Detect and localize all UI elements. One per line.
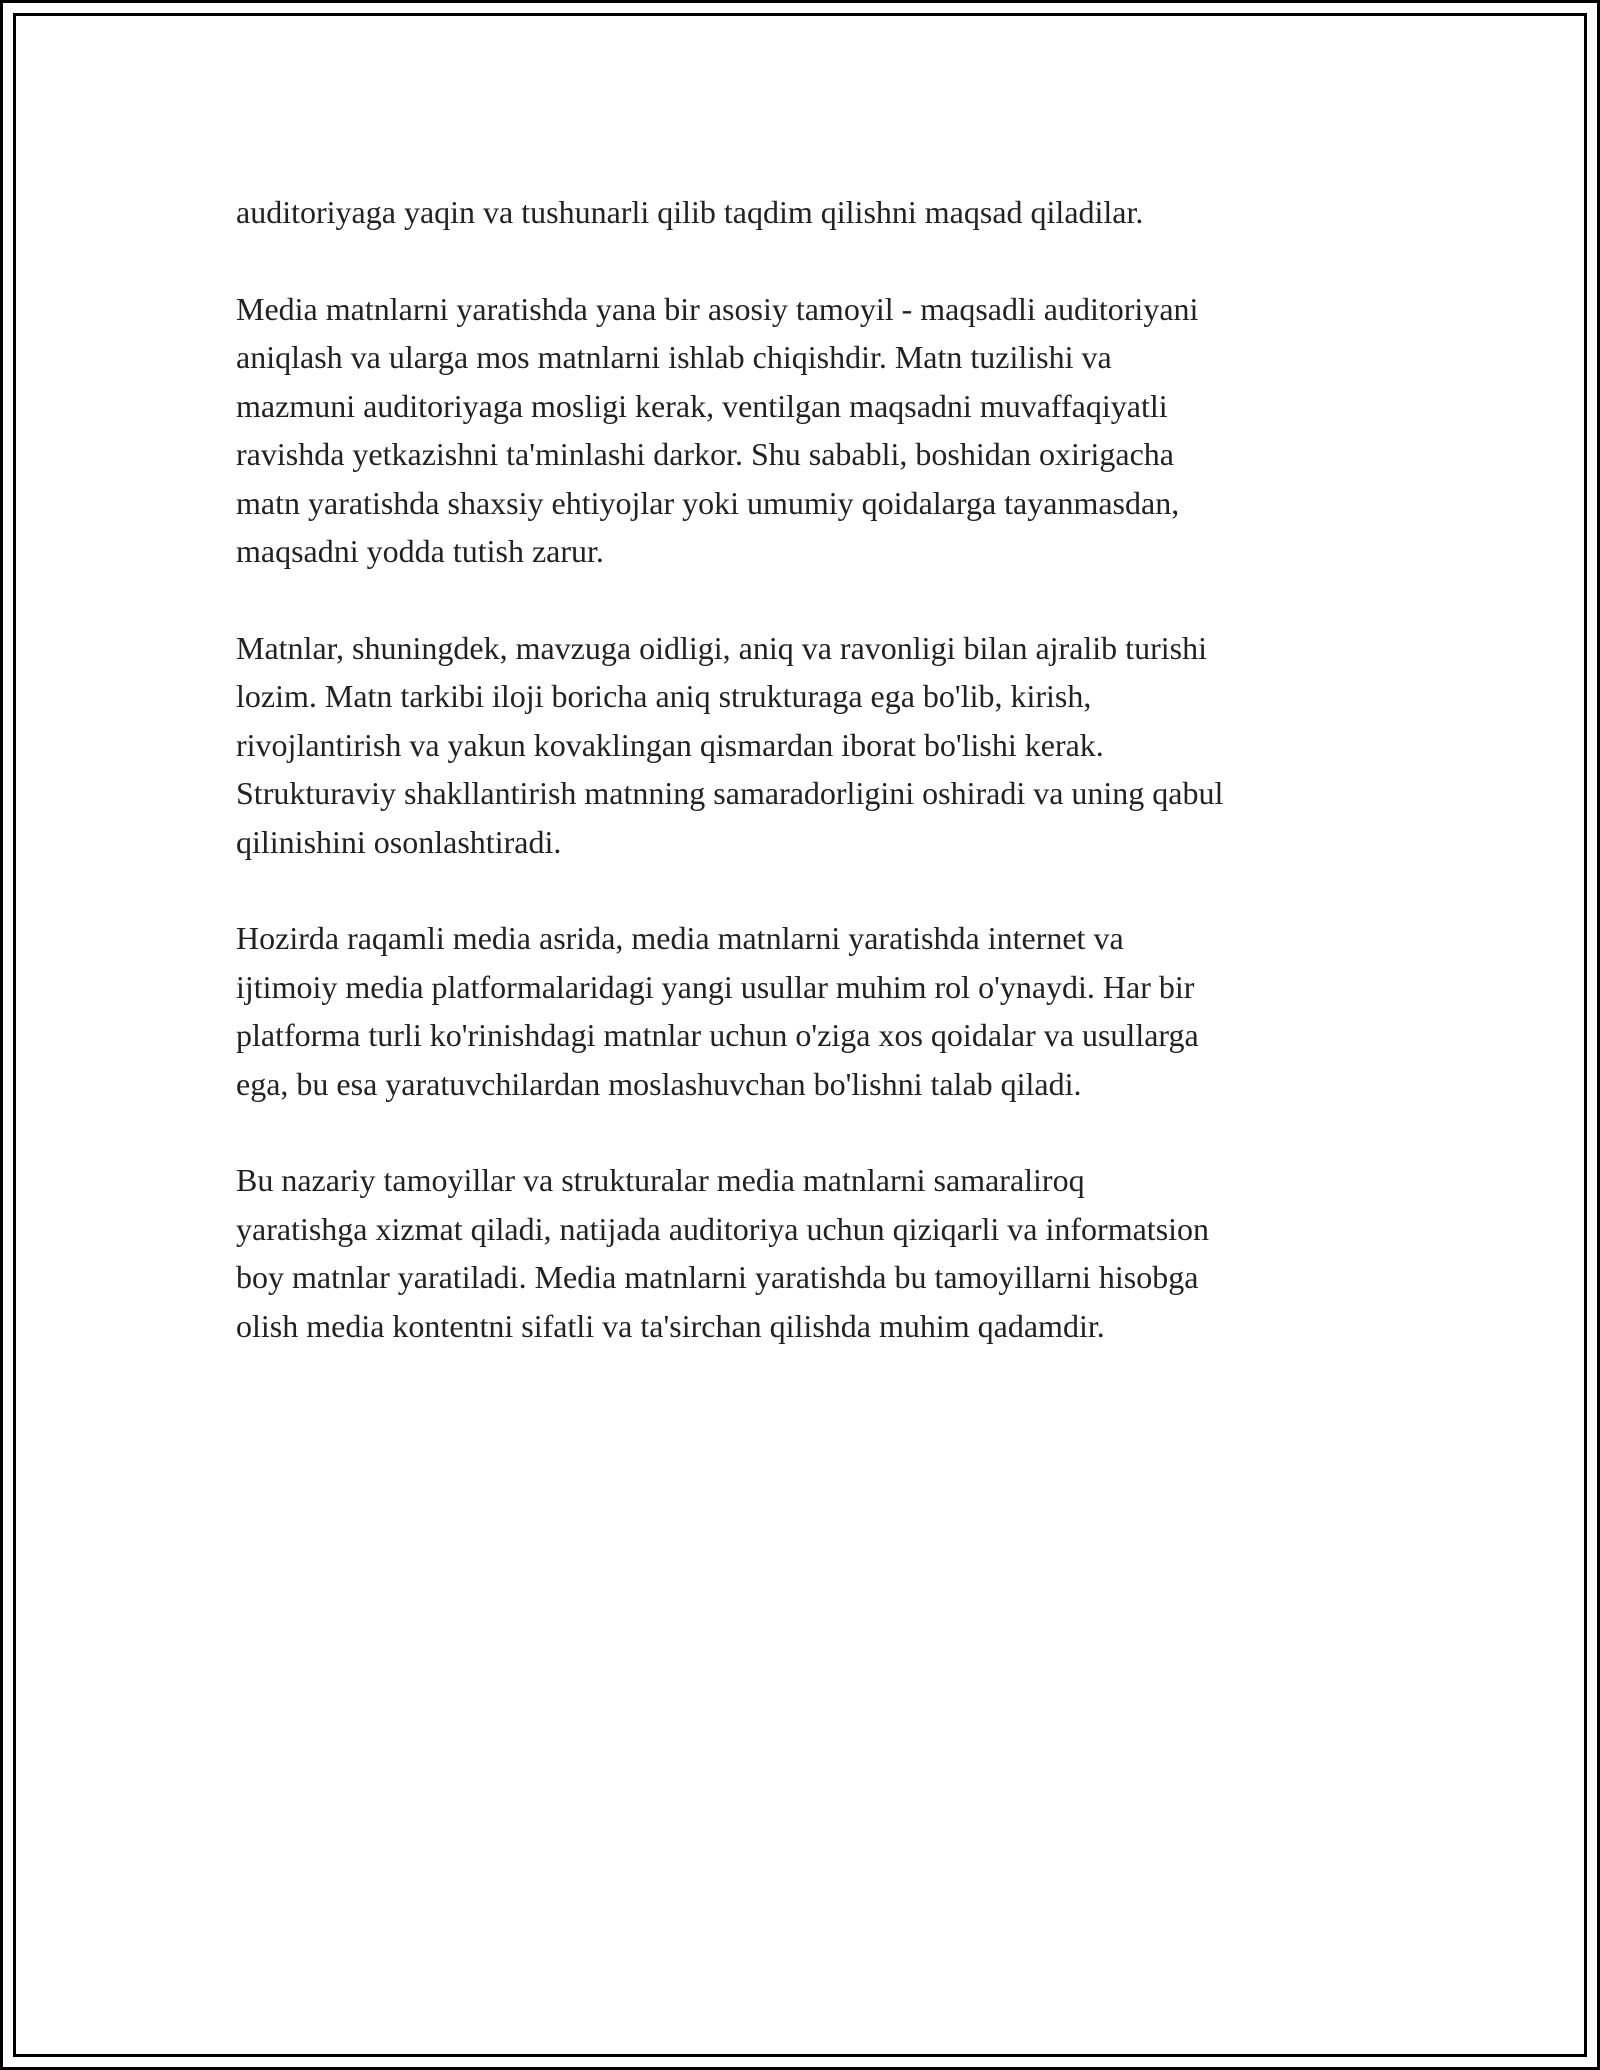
text-line: Media matnlarni yaratishda yana bir asosiy tamoyil - maqsadli auditoriyani: [236, 290, 1199, 327]
paragraph-5: [236, 1156, 1386, 1350]
paragraph-1: [236, 188, 1386, 237]
document-body: [236, 188, 1386, 1398]
text-line: boy matnlar yaratiladi. Media matnlarni yaratishda bu tamoyillarni hisobga: [236, 1259, 1199, 1295]
paragraph-4: [236, 914, 1386, 1108]
text-line: maqsadni yodda tutish zarur.: [236, 533, 604, 569]
text-line: matn yaratishda shaxsiy ehtiyojlar yoki umumiy qoidalarga tayanmasdan,: [236, 484, 1180, 521]
paragraph-2: [236, 285, 1386, 576]
text-line: auditoriyaga yaqin va tushunarli qilib taqdim qilishni maqsad qiladilar.: [236, 194, 1144, 230]
text-line: Bu nazariy tamoyillar va strukturalar media matnlarni samaraliroq: [236, 1162, 1085, 1198]
paragraph-3: [236, 624, 1386, 867]
text-line: ravishda yetkazishni ta'minlashi darkor. Shu sababli, boshidan oxirigacha: [236, 436, 1174, 472]
text-line: olish media kontentni sifatli va ta'sirchan qilishda muhim qadamdir.: [236, 1307, 1105, 1344]
text-line: aniqlash va ularga mos matnlarni ishlab chiqishdir. Matn tuzilishi va: [236, 339, 1112, 375]
text-line: ijtimoiy media platformalaridagi yangi usullar muhim rol o'ynaydi. Har bir: [236, 968, 1195, 1005]
text-line: qilinishini osonlashtiradi.: [236, 823, 562, 860]
text-line: Strukturaviy shakllantirish matnning samaradorligini oshiradi va uning qabul: [236, 775, 1224, 811]
text-line: Matnlar, shuningdek, mavzuga oidligi, aniq va ravonligi bilan ajralib turishi: [236, 629, 1207, 666]
text-line: platforma turli ko'rinishdagi matnlar uchun o'ziga xos qoidalar va usullarga: [236, 1017, 1199, 1053]
text-line: yaratishga xizmat qiladi, natijada auditoriya uchun qiziqarli va informatsion: [236, 1210, 1210, 1247]
text-line: lozim. Matn tarkibi iloji boricha aniq strukturaga ega bo'lib, kirish,: [236, 678, 1092, 714]
text-line: rivojlantirish va yakun kovaklingan qismardan iborat bo'lishi kerak.: [236, 726, 1104, 763]
text-line: Hozirda raqamli media asrida, media matnlarni yaratishda internet va: [236, 920, 1124, 956]
text-line: mazmuni auditoriyaga mosligi kerak, ventilgan maqsadni muvaffaqiyatli: [236, 387, 1168, 424]
text-line: ega, bu esa yaratuvchilardan moslashuvchan bo'lishni talab qiladi.: [236, 1065, 1082, 1102]
